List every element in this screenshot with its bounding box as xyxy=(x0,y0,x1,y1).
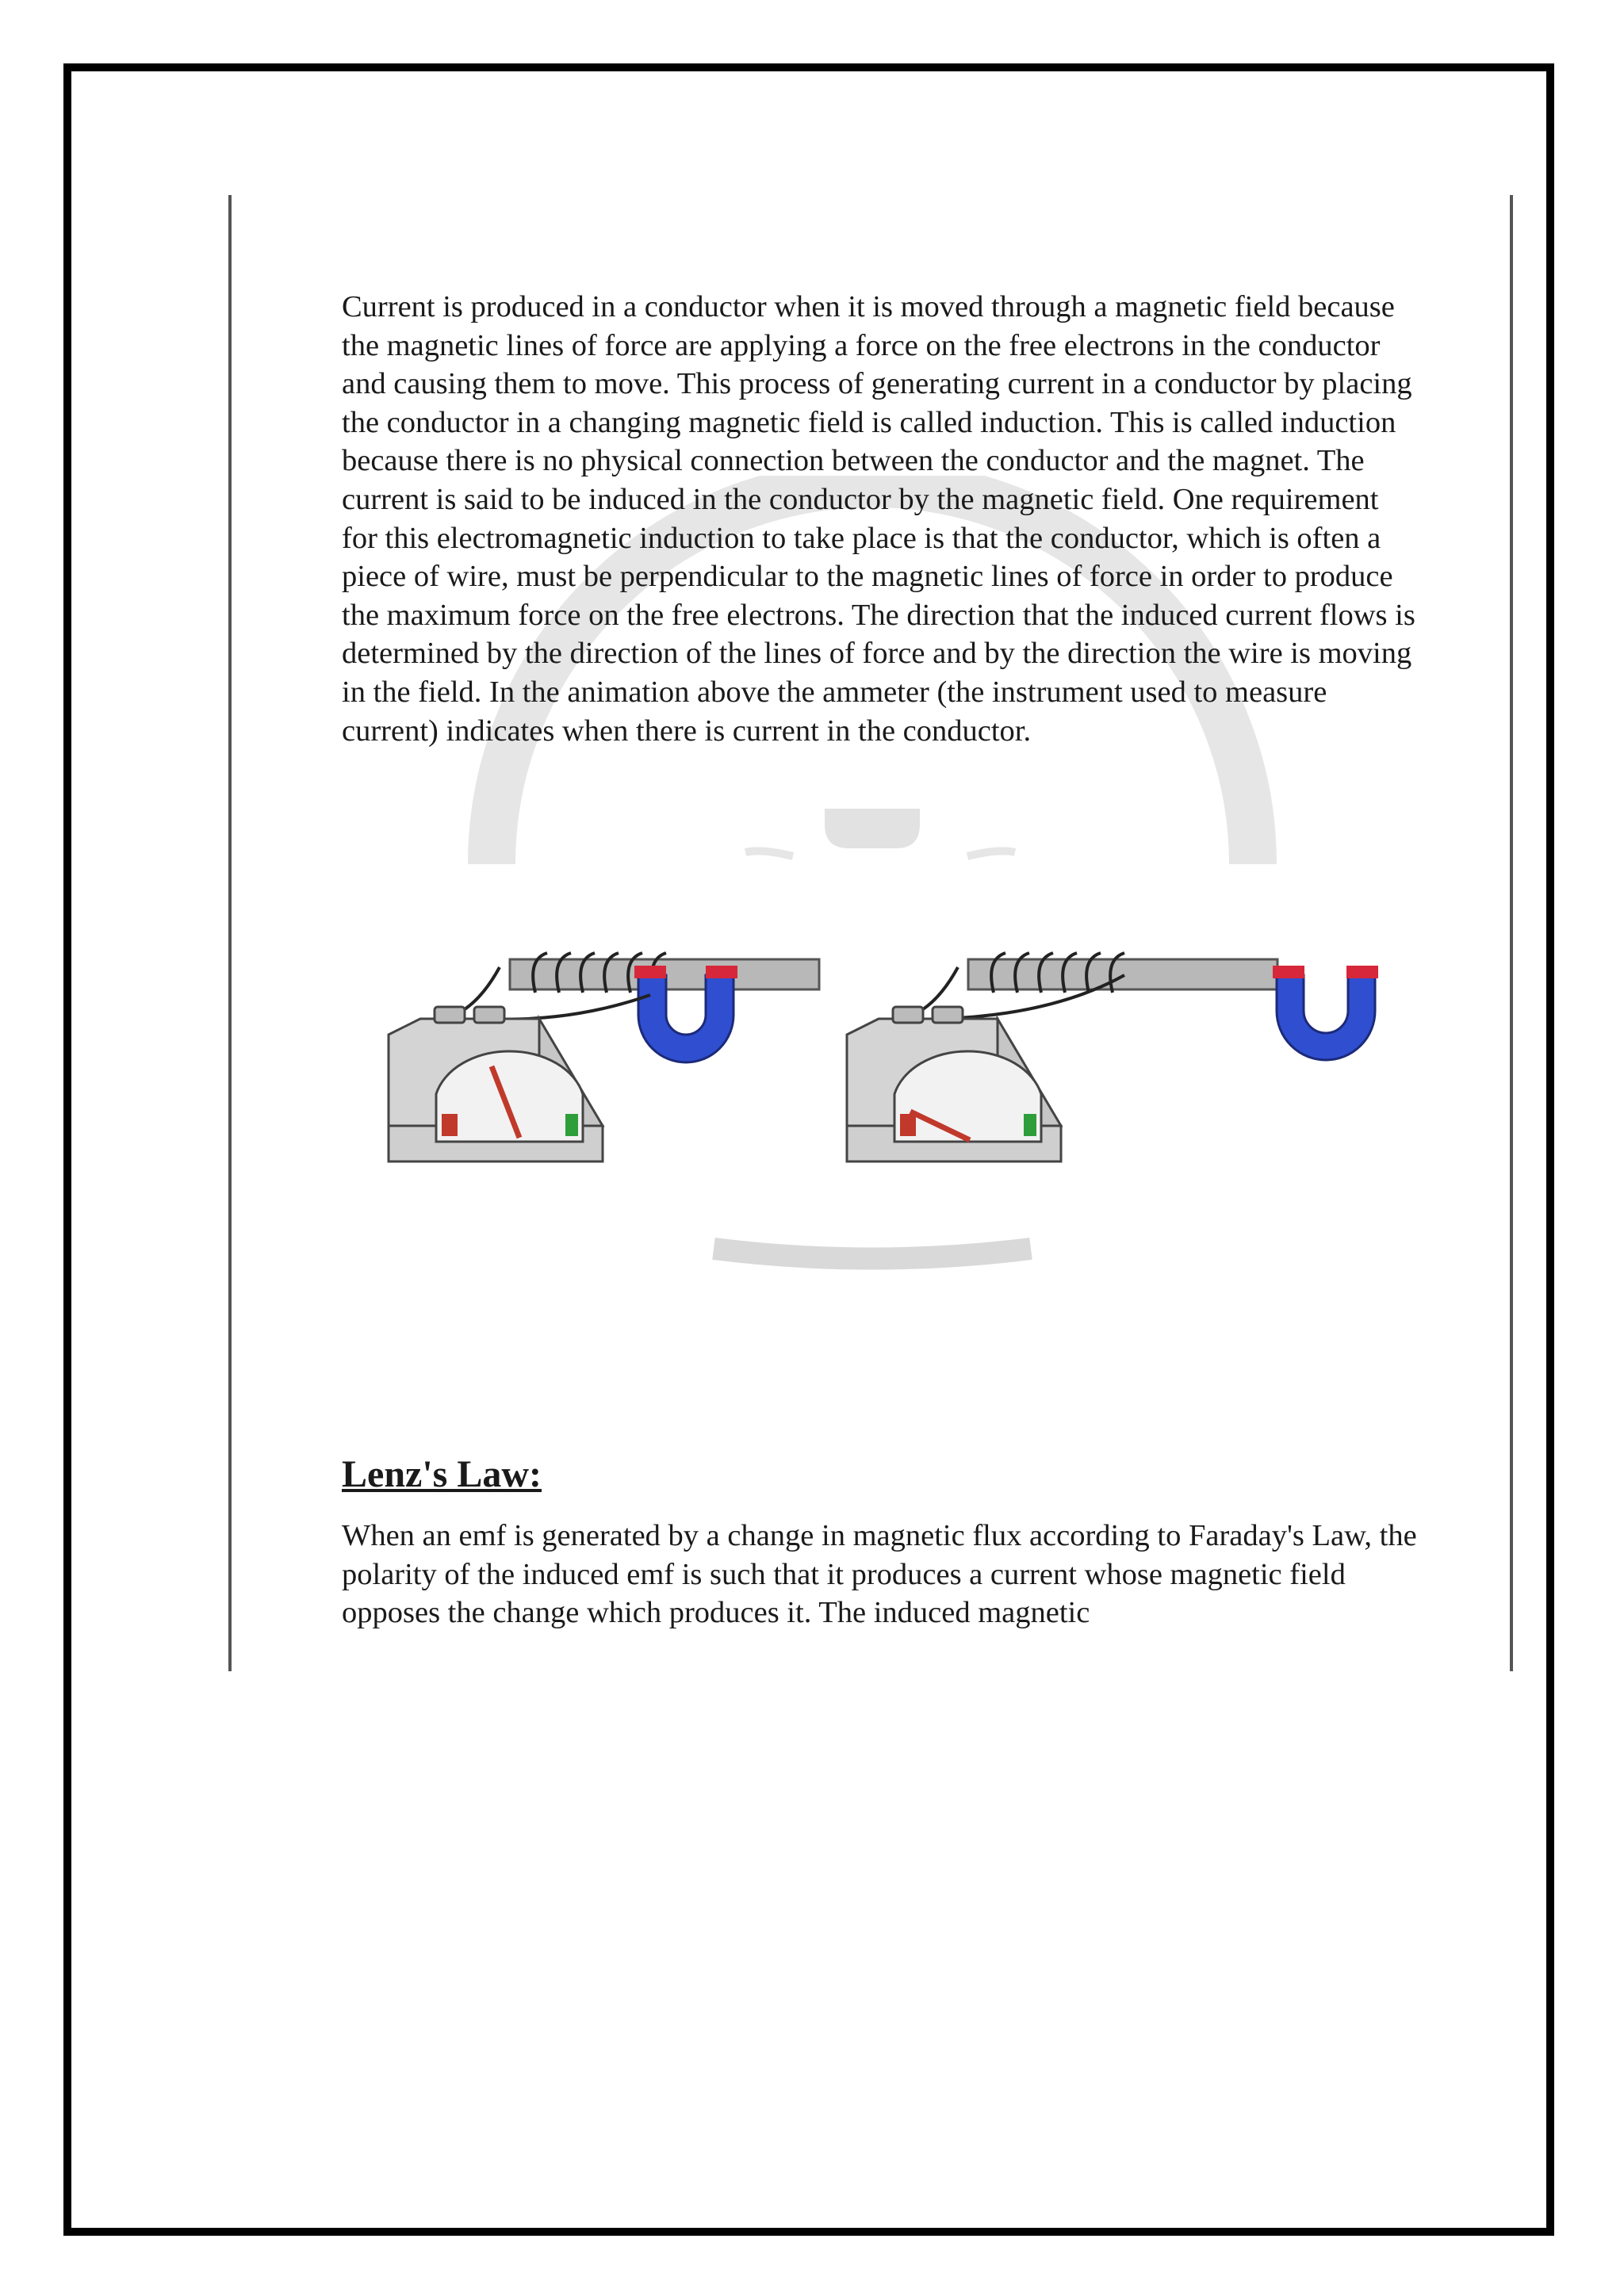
horseshoe-magnet-icon xyxy=(1273,966,1378,1060)
right-margin-rule xyxy=(1510,195,1513,1671)
paragraph-induction: Current is produced in a conductor when it is moved through a magnetic field because the magnetic lines of force are applying a force on the free electrons in the conductor and causing them to move. This process of generating current in a conductor by placing the conductor in a changing magnetic field is called induction. This is called induction because there is no physical connection between the conductor and the magnet. The current is said to be induced in the conductor by the magnetic field. One requirement for this electromagnetic induction to take place is that the conductor, which is often a piece of wire, must be perpendicular to the magnetic lines of force in order to produce the maximum force on the free electrons. The direction that the induced current flows is determined by the direction of the lines of force and by the direction the wire is moving in the field. In the animation above the ammeter (the instrument used to measure current) indicates when there is current in the conductor. xyxy=(342,290,1415,748)
lenz-law-heading: Lenz's Law: xyxy=(342,1453,542,1495)
paragraph-lenz-law: When an emf is generated by a change in magnetic flux according to Faraday's Law, the polarity of the induced emf is such that it produces a current whose magnetic field opposes the change which produces it. The induced magnetic xyxy=(342,1519,1417,1630)
induction-figure xyxy=(365,936,1396,1205)
ammeter-icon xyxy=(847,1007,1061,1161)
right-setup xyxy=(847,953,1378,1161)
left-setup xyxy=(389,953,819,1161)
left-margin-rule xyxy=(228,195,232,1671)
ammeter-icon xyxy=(389,1007,603,1161)
